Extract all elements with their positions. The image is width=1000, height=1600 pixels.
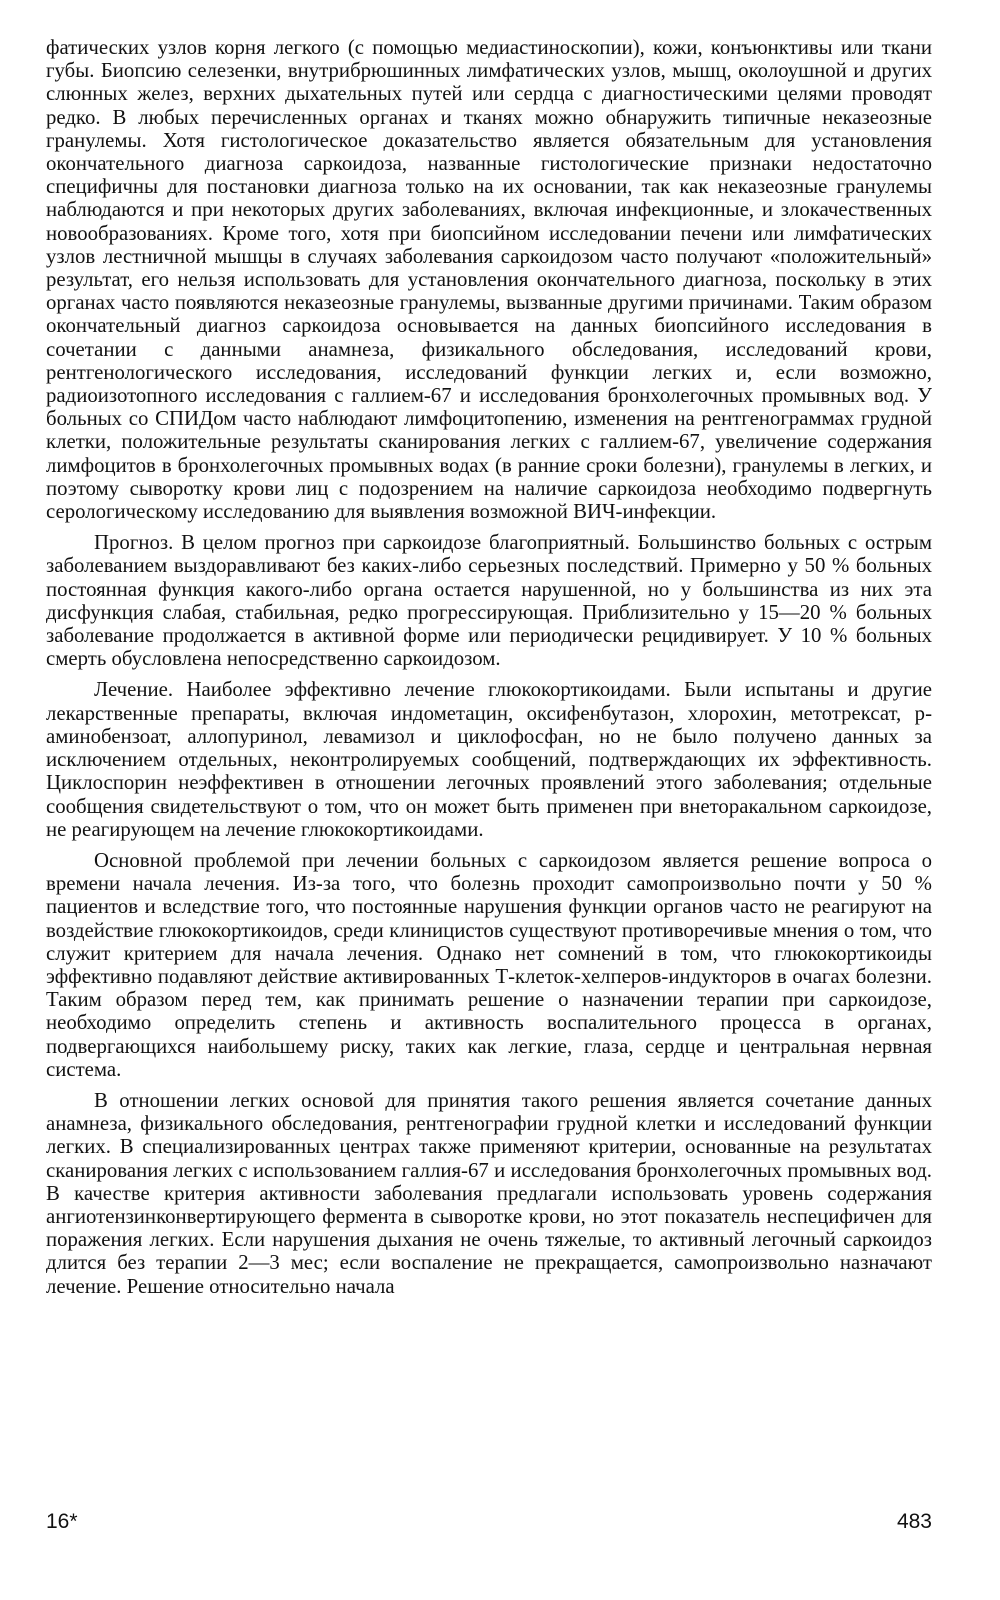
paragraph-prognosis: Прогноз. В целом прогноз при саркоидозе благоприятный. Большинство больных с острым заболеванием выздоравливают без каких-либо серьезных последствий. Примерно у 50 % больных постоянная функция какого-либо органа остается нарушенной, но у большинства из них эта дисфункция слабая, стабильная, редко прогрессирующая. Приблизительно у 15—20 % больных заболевание продолжается в активной форме или периодически рецидивирует. У 10 % больных смерть обусловлена непосредственно саркоидозом. (46, 531, 932, 671)
paragraph-lung-criteria: В отношении легких основой для принятия такого решения является сочетание данных анамнеза, физикального обследования, рентгенографии грудной клетки и исследований функции легких. В специализированных центрах также применяют критерии, основанные на результатах сканирования легких с использованием галлия-67 и исследования бронхолегочных промывных вод. В качестве критерия активности заболевания предлагали использовать уровень содержания ангиотензинконвертирующего фермента в сыворотке крови, но этот показатель неспецифичен для поражения легких. Если нарушения дыхания не очень тяжелые, то активный легочный саркоидоз длится без терапии 2—3 мес; если воспаление не прекращается, самопроизвольно назначают лечение. Решение относительно начала (46, 1088, 932, 1298)
paragraph-treatment-timing: Основной проблемой при лечении больных с саркоидозом является решение вопроса о времени начала лечения. Из-за того, что болезнь проходит самопроизвольно почти у 50 % пациентов и вследствие того, что постоянные нарушения функции органов часто не реагируют на воздействие глюкокортикоидов, среди клиницистов существуют противоречивые мнения о том, что служит критерием для начала лечения. Однако нет сомнений в том, что глюкокортикоиды эффективно подавляют действие активированных Т-клеток-хелперов-индукторов в очагах болезни. Таким образом перед тем, как принимать решение о назначении терапии при саркоидозе, необходимо определить степень и активность воспалительного процесса в органах, подвергающихся наибольшему риску, таких как легкие, глаза, сердце и центральная нервная система. (46, 848, 932, 1081)
page-body (46, 36, 932, 1306)
paragraph-treatment: Лечение. Наиболее эффективно лечение глюкокортикоидами. Были испытаны и другие лекарственные препараты, включая индометацин, оксифенбутазон, хлорохин, метотрексат, р-аминобензоат, аллопуринол, левамизол и циклофосфан, но не было получено данных за исключением отдельных, неконтролируемых сообщений, подтверждающих их эффективность. Циклоспорин неэффективен в отношении легочных проявлений этого заболевания; отдельные сообщения свидетельствуют о том, что он может быть применен при внеторакальном саркоидозе, не реагирующем на лечение глюкокортикоидами. (46, 678, 932, 841)
paragraph-diagnosis-continued: фатических узлов корня легкого (с помощью медиастиноскопии), кожи, конъюнктивы или ткани губы. Биопсию селезенки, внутрибрюшинных лимфатических узлов, мышц, околоушной и других слюнных желез, верхних дыхательных путей или сердца с диагностическими целями проводят редко. В любых перечисленных органах и тканях можно обнаружить типичные неказеозные гранулемы. Хотя гистологическое доказательство является обязательным для установления окончательного диагноза саркоидоза, названные гистологические признаки недостаточно специфичны для постановки диагноза только на их основании, так как неказеозные гранулемы наблюдаются и при некоторых других заболеваниях, включая инфекционные, и злокачественных новообразованиях. Кроме того, хотя при биопсийном исследовании печени или лимфатических узлов лестничной мышцы в случаях заболевания саркоидозом часто получают «положительный» результат, его нельзя использовать для установления окончательного диагноза, поскольку в этих органах часто появляются неказеозные гранулемы, вызванные другими причинами. Таким образом окончательный диагноз саркоидоза основывается на данных биопсийного исследования в сочетании с данными анамнеза, физикального обследования, исследований крови, рентгенологического исследования, исследований функции легких и, если возможно, радиоизотопного исследования с галлием-67 и исследования бронхолегочных промывных вод. У больных со СПИДом часто наблюдают лимфоцитопению, изменения на рентгенограммах грудной клетки, положительные результаты сканирования легких с галлием-67, увеличение содержания лимфоцитов в бронхолегочных промывных водах (в ранние сроки болезни), гранулемы в легких, и поэтому сыворотку крови лиц с подозрением на наличие саркоидоза необходимо подвергнуть серологическому исследованию для выявления возможной ВИЧ-инфекции. (46, 36, 932, 524)
signature-mark: 16* (46, 1510, 78, 1533)
page-footer (46, 1510, 932, 1540)
page-number: 483 (896, 1510, 932, 1533)
